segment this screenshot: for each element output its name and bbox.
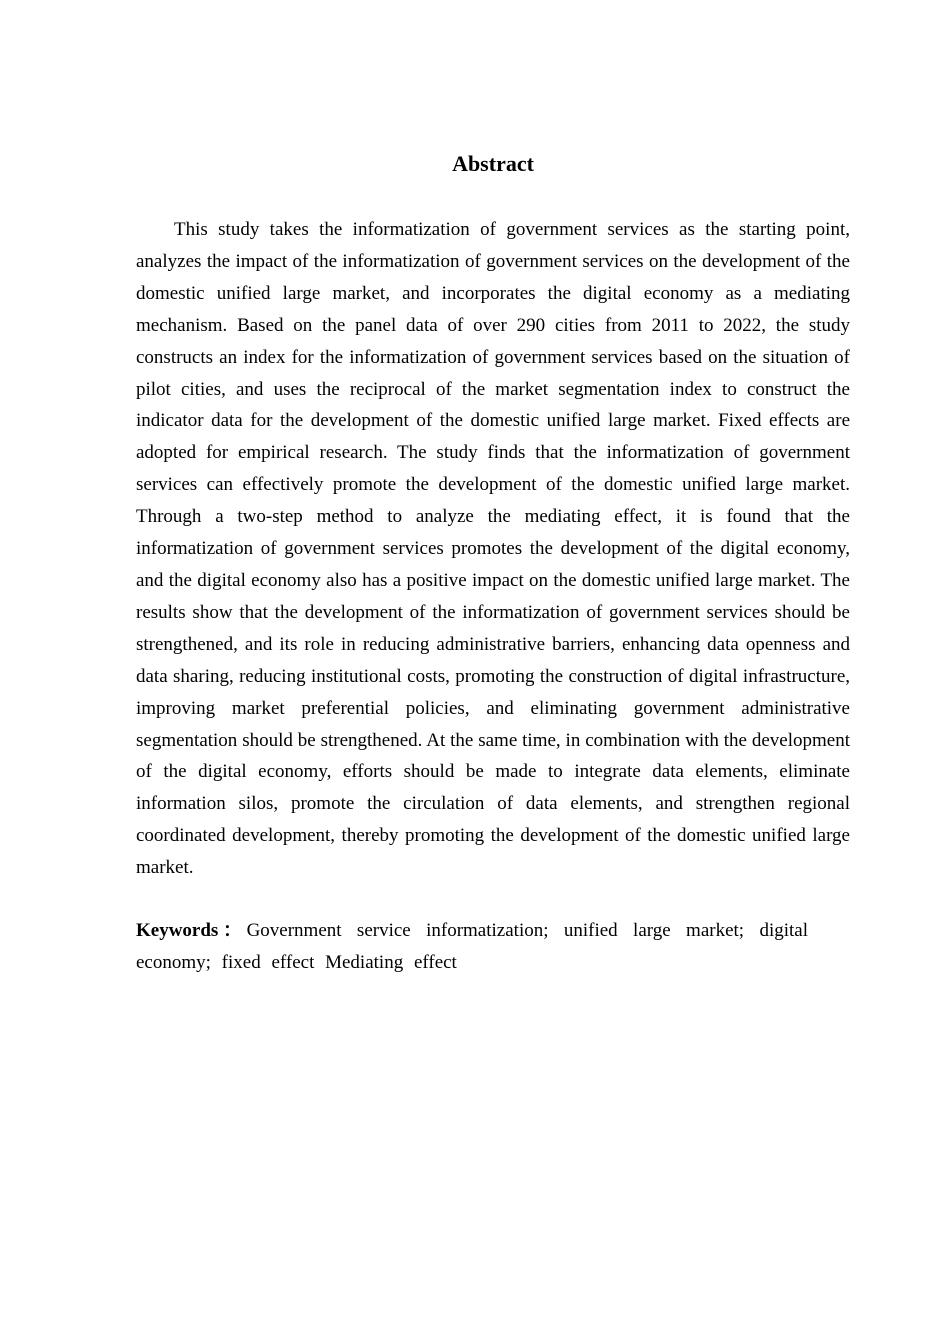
abstract-section (136, 148, 850, 998)
abstract-body: This study takes the informatization of government services as the starting point, analyzes the impact of the informatization of government services on the development of the domestic unified large market, and incorporates the digital economy as a mediating mechanism. Based on the panel data of over 290 cities from 2011 to 2022, the study constructs an index for the informatization of government services based on the situation of pilot cities, and uses the reciprocal of the market segmentation index to construct the indicator data for the development of the domestic unified large market. Fixed effects are adopted for empirical research. The study finds that the informatization of government services can effectively promote the development of the domestic unified large market. Through a two-step method to analyze the mediating effect, it is found that the informatization of government services promotes the development of the digital economy, and the digital economy also has a positive impact on the domestic unified large market. The results show that the development of the informatization of government services should be strengthened, and its role in reducing administrative barriers, enhancing data openness and data sharing, reducing institutional costs, promoting the construction of digital infrastructure, improving market preferential policies, and eliminating government administrative segmentation should be strengthened. At the same time, in combination with the development of the digital economy, efforts should be made to integrate data elements, eliminate information silos, promote the circulation of data elements, and strengthen regional coordinated development, thereby promoting the development of the domestic unified large market. (136, 219, 850, 879)
keywords-label: Keywords： (136, 920, 247, 942)
keywords-line (136, 915, 808, 979)
keywords-text: Government service informatization; unified large market; digital economy; fixed effect Mediating effect (136, 920, 809, 974)
abstract-title: Abstract (452, 151, 534, 176)
